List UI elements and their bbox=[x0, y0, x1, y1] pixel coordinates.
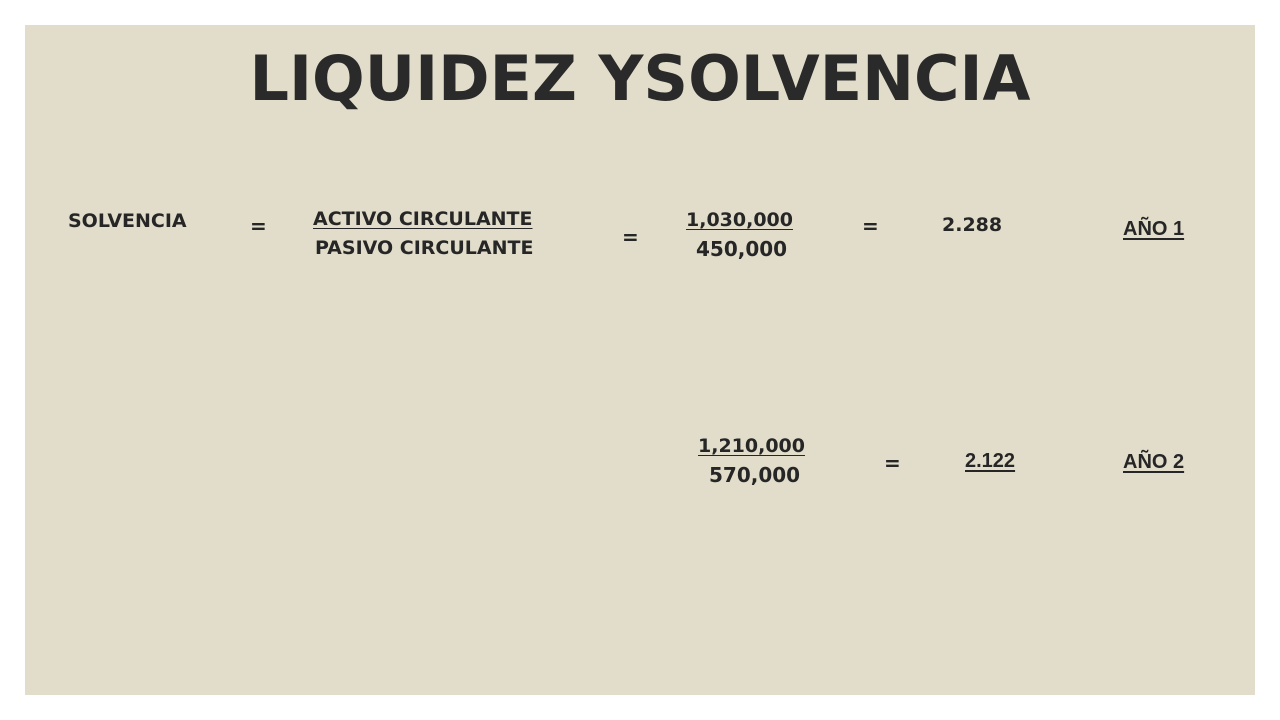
result-year-2: 2.122 bbox=[965, 450, 1016, 472]
numerator-year-2: 1,210,000 bbox=[698, 435, 805, 457]
equals-sign-4: = bbox=[884, 451, 901, 475]
denominator-year-2: 570,000 bbox=[709, 463, 801, 487]
numerator-year-1: 1,030,000 bbox=[686, 209, 793, 231]
denominator-year-1: 450,000 bbox=[696, 237, 788, 261]
solvencia-label: SOLVENCIA bbox=[68, 210, 187, 232]
equals-sign-2: = bbox=[622, 225, 639, 249]
formula-numerator: ACTIVO CIRCULANTE bbox=[313, 208, 533, 230]
formula-denominator: PASIVO CIRCULANTE bbox=[315, 237, 534, 259]
year-2-label: AÑO 2 bbox=[1123, 451, 1185, 473]
slide-title: LIQUIDEZ YSOLVENCIA bbox=[249, 42, 1031, 115]
year-1-label: AÑO 1 bbox=[1123, 218, 1185, 240]
equals-sign-1: = bbox=[250, 214, 267, 238]
slide-background bbox=[25, 25, 1255, 695]
equals-sign-3: = bbox=[862, 214, 879, 238]
result-year-1: 2.288 bbox=[942, 214, 1003, 236]
